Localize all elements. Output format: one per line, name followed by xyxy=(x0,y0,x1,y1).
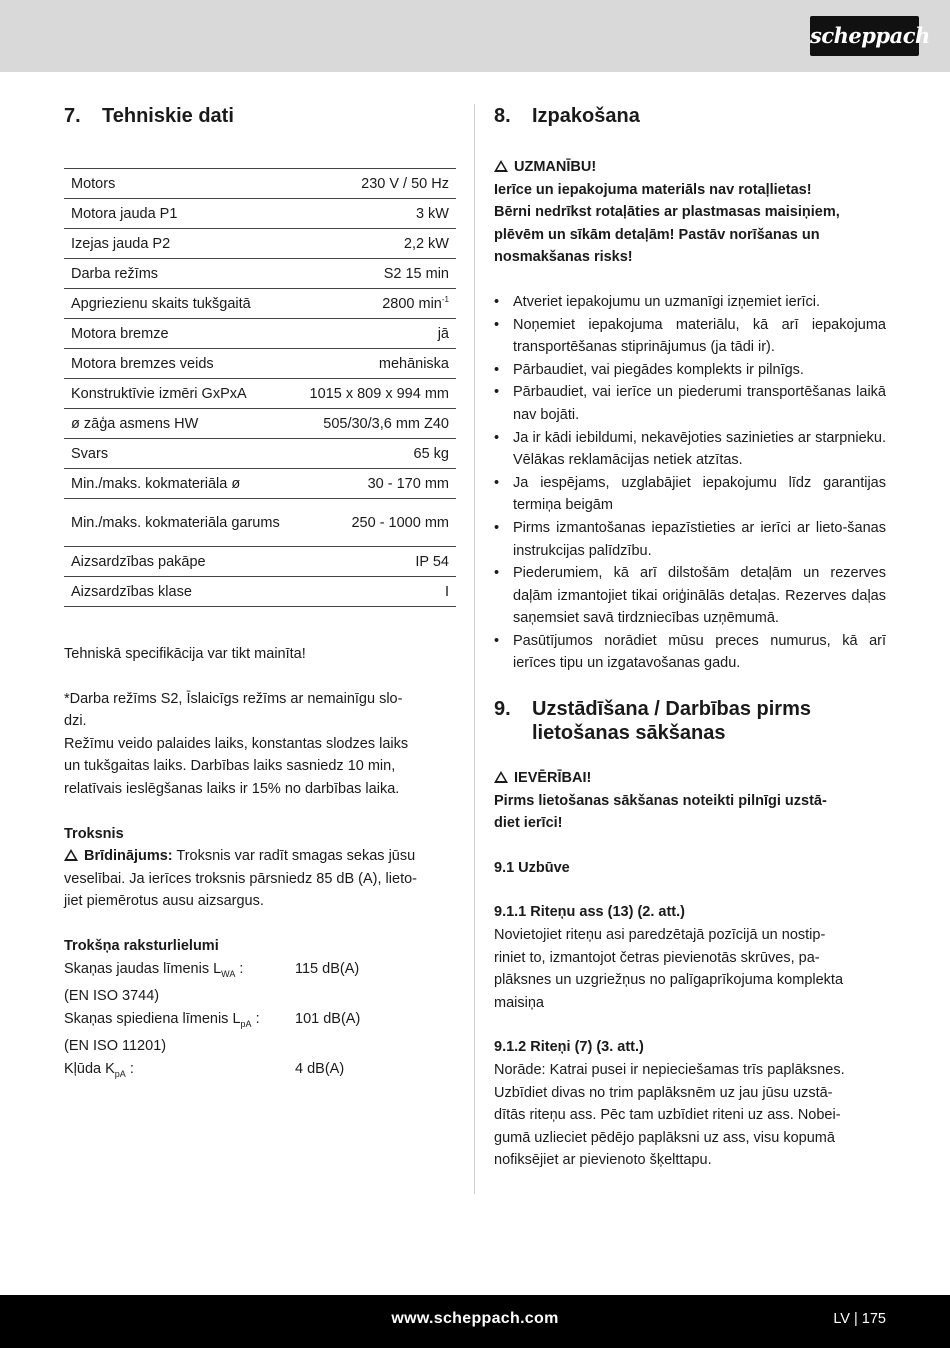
spec-value: IP 54 xyxy=(296,547,456,577)
spec-table xyxy=(64,168,456,607)
page-number: LV | 175 xyxy=(833,1311,886,1327)
spec-value: jā xyxy=(296,319,456,349)
spec-label: Min./maks. kokmateriāla garums xyxy=(64,499,296,547)
list-item: • Noņemiet iepakojuma materiālu, kā arī iepakojuma transportēšanas stiprinājumus (ja tādi ir). xyxy=(494,314,886,359)
spec-label: Motora bremze xyxy=(64,319,296,349)
spec-row xyxy=(64,199,456,229)
list-item: • Atveriet iepakojumu un uzmanīgi izņemiet ierīci. xyxy=(494,291,886,314)
warning-icon xyxy=(494,160,508,172)
uncertainty-row: Kļūda $K_{pA}$ : 4 dB(A) xyxy=(64,1060,345,1079)
spec-value: 2800 $\min^{-1}$ xyxy=(296,289,456,319)
spec-value: 250 - 1000 mm xyxy=(296,499,456,547)
spec-label: Konstruktīvie izmēri GxPxA xyxy=(64,379,296,409)
spec-value: 30 - 170 mm xyxy=(296,469,456,499)
spec-row xyxy=(64,499,456,547)
spec-value: 2,2 kW xyxy=(296,229,456,259)
notice-block: IEVĒRĪBAI! Pirms lietošanas sākšanas noteikti pilnīgi uzstā- diet ierīci! xyxy=(494,770,827,832)
subsection-9-1-1: 9.1.1 Riteņu ass (13) (2. att.) xyxy=(494,904,685,921)
spec-label: Svars xyxy=(64,439,296,469)
spec-label: Min./maks. kokmateriāla ø xyxy=(64,469,296,499)
spec-label: Darba režīms xyxy=(64,259,296,289)
list-item: • Piederumiem, kā arī dilstošām detaļām un rezerves daļām izmantojiet tikai oriģinālās detaļas. Rezerves daļas saņemsiet savā tirdzniecības uzņēmumā. xyxy=(494,562,886,630)
warning-icon xyxy=(494,771,508,783)
spec-label: Motora bremzes veids xyxy=(64,349,296,379)
spec-value: 505/30/3,6 mm Z40 xyxy=(296,409,456,439)
noise-characteristics-title: Trokšņa raksturlielumi xyxy=(64,937,219,954)
spec-value: 230 V / 50 Hz xyxy=(296,169,456,199)
spec-row xyxy=(64,319,456,349)
spec-row xyxy=(64,169,456,199)
page-footer xyxy=(0,1295,950,1348)
warning-icon xyxy=(64,849,78,861)
spec-row xyxy=(64,469,456,499)
spec-value: 65 kg xyxy=(296,439,456,469)
spec-value: I xyxy=(296,577,456,607)
spec-row xyxy=(64,547,456,577)
left-column: 7. Tehniskie dati Motors 230 V / 50 Hz Motora jauda P1 3 kW Izejas jauda P2 2,2 kW Darba režīms S2 15 min Apgriezienu skaits tukšgaitā 2800 $\min^{-1}$ Motora bremze jā Motora bremzes veids mehāniska Konstruktīvie izmēri GxPxA 1015 x 809 x 994 mm ø zāģa asmens HW 505/30/3,6 mm Z40 Svars 65 kg Min./maks. kokmateriāla ø 30 - 170 mm Min./maks. kokmateriāla garums 250 - 1000 mm Aizsardzības pakāpe IP 54 Aizsardzības klase I Tehniskā specifikācija var tikt mainīta! *Darba režīms S2, Īslaicīgs režīms ar nemainīgu slo- dzi. Režīmu veido palaides laiks, konstantas slodzes laiks un tukšgaitas laiks. Darbības laiks sasniedz 10 min, relatīvais ieslēgšanas laiks ir 15% no darbības laika. Troksnis Brīdinājums: Troksnis var radīt smagas sekas jūsu veselībai. Ja ierīces troksnis pārsniedz 85 dB (A), lieto- jiet piemērotus ausu aizsargus. Trokšņa raksturlielumi Skaņas jaudas līmenis $L_{WA}$ : 115 dB(A) (EN ISO 3744) Skaņas spiediena līmenis $L_{pA}$ : 101 dB(A) (EN ISO 11201) Kļūda $K_{pA}$ : 4 dB(A) xyxy=(64,104,456,1085)
duty-note: *Darba režīms S2, Īslaicīgs režīms ar nemainīgu slo- dzi. Režīmu veido palaides laiks, konstantas slodzes laiks un tukšgaitas laiks. Darbības laiks sasniedz 10 min, relatīvais ieslēgšanas laiks ir 15% no darbības laika. xyxy=(64,690,409,797)
spec-row xyxy=(64,439,456,469)
spec-label: Motora jauda P1 xyxy=(64,199,296,229)
noise-title: Troksnis xyxy=(64,825,124,842)
unpacking-list xyxy=(494,291,886,675)
spec-row xyxy=(64,229,456,259)
spec-value: S2 15 min xyxy=(296,259,456,289)
list-item: • Ja iespējams, uzglabājiet iepakojumu līdz garantijas termiņa beigām xyxy=(494,472,886,517)
brand-logo: scheppach xyxy=(810,16,919,56)
spec-label: Izejas jauda P2 xyxy=(64,229,296,259)
right-column: 8. Izpakošana UZMANĪBU! Ierīce un iepakojuma materiāls nav rotaļlietas! Bērni nedrīkst rotaļāties ar plastmasas maisiņiem, plēvēm un sīkām detaļām! Pastāv norīšanas un nosmakšanas risks! • Atveriet iepakojumu un uzmanīgi izņemiet ierīci. • Noņemiet iepakojuma materiālu, kā arī iepakojuma transportēšanas stiprinājumus (ja tādi ir). • Pārbaudiet, vai piegādes komplekts ir pilnīgs. • Pārbaudiet, vai ierīce un piederumi transportēšanas laikā nav bojāti. • Ja ir kādi iebildumi, nekavējoties sazinieties ar starpnieku. Vēlākas reklamācijas netiek atzītas. • Ja iespējams, uzglabājiet iepakojumu līdz garantijas termiņa beigām • Pirms izmantošanas iepazīstieties ar ierīci ar lieto-šanas instrukcijas palīdzību. • Piederumiem, kā arī dilstošām detaļām un rezerves daļām izmantojiet tikai oriģinālās detaļas. Rezerves daļas saņemsiet savā tirdzniecības uzņēmumā. • Pasūtījumos norādiet mūsu preces numurus, kā arī ierīces tipu un izgatavošanas gadu. 9. Uzstādīšana / Darbības pirms lietošanas sākšanas IEVĒRĪBAI! Pirms lietošanas sākšanas noteikti pilnīgi uzstā- diet ierīci! 9.1 Uzbūve 9.1.1 Riteņu ass (13) (2. att.) Novietojiet riteņu asi paredzētajā pozīcijā un nostip- riniet to, izmantojot četras pievienotās skrūves, pa- plāksnes un uzgriežņus no palīgaprīkojuma komplekta maisiņa 9.1.2 Riteņi (7) (3. att.) Norāde: Katrai pusei ir nepieciešamas trīs paplāksnes. Uzbīdiet divas no trim paplāksnēm uz jau jūsu uzstā- dītās riteņu ass. Pēc tam uzbīdiet riteni uz ass. Nobei- gumā uzlieciet pēdējo paplāksni uz ass, visu kopumā nofiksējiet ar pievienoto šķelttapu. xyxy=(494,104,886,1172)
spec-row xyxy=(64,349,456,379)
spec-label: Aizsardzības pakāpe xyxy=(64,547,296,577)
spec-value: mehāniska xyxy=(296,349,456,379)
spec-row xyxy=(64,379,456,409)
spec-value: 3 kW xyxy=(296,199,456,229)
spec-value: 1015 x 809 x 994 mm xyxy=(296,379,456,409)
list-item: • Ja ir kādi iebildumi, nekavējoties sazinieties ar starpnieku. Vēlākas reklamācijas netiek atzītas. xyxy=(494,427,886,472)
section-9-heading: 9. Uzstādīšana / Darbības pirms lietošanas sākšanas xyxy=(494,698,811,745)
spec-label: ø zāģa asmens HW xyxy=(64,409,296,439)
spec-label: Motors xyxy=(64,169,296,199)
spec-row xyxy=(64,289,456,319)
sound-power-row: Skaņas jaudas līmenis $L_{WA}$ : 115 dB(A) xyxy=(64,960,360,979)
spec-row xyxy=(64,577,456,607)
caution-block: UZMANĪBU! Ierīce un iepakojuma materiāls nav rotaļlietas! Bērni nedrīkst rotaļāties ar plastmasas maisiņiem, plēvēm un sīkām detaļām! Pastāv norīšanas un nosmakšanas risks! xyxy=(494,159,840,266)
list-item: • Pirms izmantošanas iepazīstieties ar ierīci ar lieto-šanas instrukcijas palīdzību. xyxy=(494,517,886,562)
spec-row xyxy=(64,409,456,439)
noise-warning: Brīdinājums: Troksnis var radīt smagas sekas jūsu xyxy=(64,845,456,868)
section-8-heading: 8. Izpakošana xyxy=(494,105,640,127)
sound-pressure-row: Skaņas spiediena līmenis $L_{pA}$ : 101 dB(A) xyxy=(64,1010,361,1029)
website-link[interactable]: www.scheppach.com xyxy=(391,1310,559,1327)
page-header xyxy=(0,0,950,72)
column-divider xyxy=(474,104,475,1194)
spec-row xyxy=(64,259,456,289)
list-item: • Pārbaudiet, vai piegādes komplekts ir pilnīgs. xyxy=(494,359,886,382)
subsection-9-1: 9.1 Uzbūve xyxy=(494,859,570,876)
subsection-9-1-2: 9.1.2 Riteņi (7) (3. att.) xyxy=(494,1039,644,1056)
list-item: • Pasūtījumos norādiet mūsu preces numurus, kā arī ierīces tipu un izgatavošanas gadu. xyxy=(494,630,886,675)
spec-label: Aizsardzības klase xyxy=(64,577,296,607)
section-7-heading: 7. Tehniskie dati xyxy=(64,105,234,127)
list-item: • Pārbaudiet, vai ierīce un piederumi transportēšanas laikā nav bojāti. xyxy=(494,381,886,426)
change-note: Tehniskā specifikācija var tikt mainīta! xyxy=(64,646,306,662)
spec-label: Apgriezienu skaits tukšgaitā xyxy=(64,289,296,319)
